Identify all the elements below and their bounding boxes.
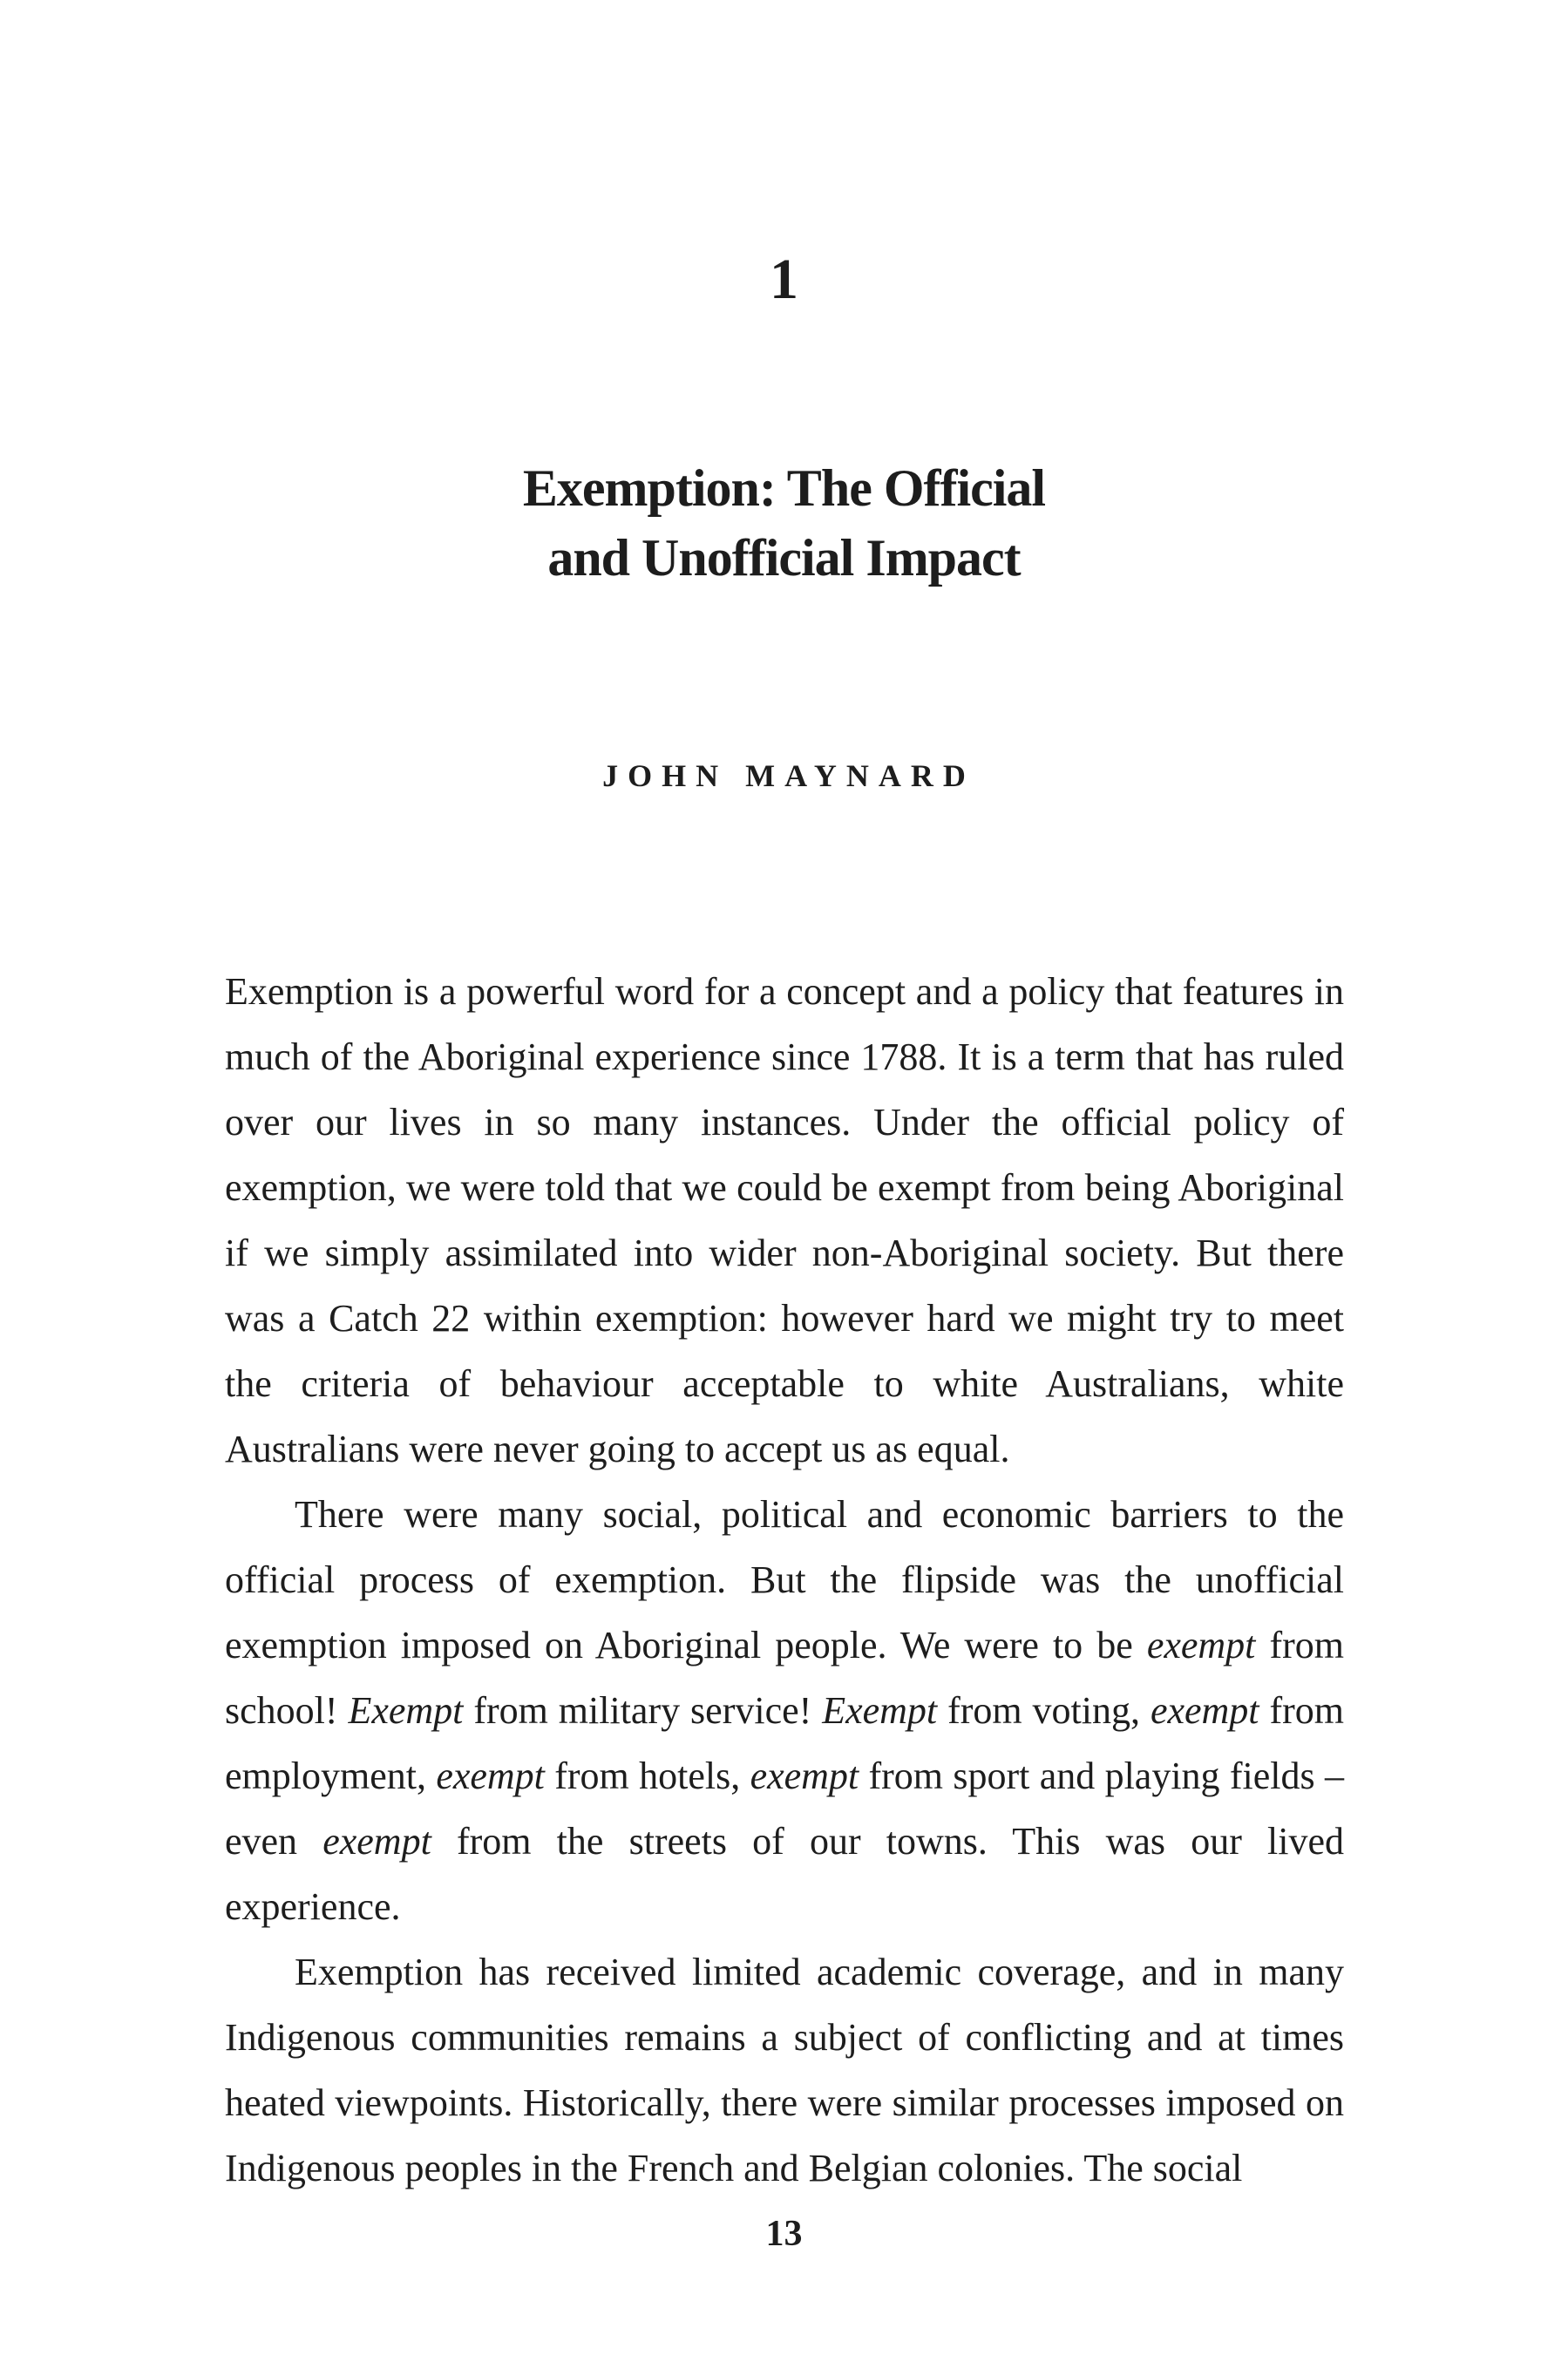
chapter-number: 1 [770,248,798,311]
text-run: from employment, [225,1689,1344,1797]
page-number-folio: 13 [765,2214,803,2254]
body-paragraph [225,959,1344,1482]
italic-text-run: exempt [322,1820,431,1863]
italic-text-run: Exempt [348,1689,464,1732]
chapter-title [0,453,1568,593]
text-run: from military service! [463,1689,823,1732]
text-run: from hotels, [544,1755,750,1797]
chapter-title-line2: and Unofficial Impact [547,529,1021,587]
italic-text-run: exempt [1146,1624,1256,1666]
body-text [225,959,1344,2201]
italic-text-run: Exempt [822,1689,938,1732]
body-paragraph [225,1482,1344,1939]
text-run: from school! [225,1624,1344,1732]
text-run: from voting, [937,1689,1151,1732]
text-run: Exemption is a powerful word for a concept and a policy that features in much of the Aboriginal experience since 1788. It is a term that has ruled over our lives in so many instances. Under the official policy of exemption, we were told that we could be exempt from being Aboriginal if we simply assimilated into wider non-Aboriginal society. But there was a Catch 22 within exemption: however hard we might try to meet the criteria of behaviour acceptable to white Australians, white Australians were never going to accept us as equal. [225,970,1344,1470]
italic-text-run: exempt [436,1755,545,1797]
text-run: Exemption has received limited academic coverage, and in many Indigenous communities remains a subject of conflicting and at times heated viewpoints. Historically, there were similar processes imposed on Indigenous peoples in the French and Belgian colonies. The social [225,1951,1344,2189]
italic-text-run: exempt [1150,1689,1259,1732]
author-name: JOHN MAYNARD [602,758,975,793]
text-run: There were many social, political and economic barriers to the official process of exemption. But the flipside was the unofficial exemption imposed on Aboriginal people. We were to be [225,1493,1344,1666]
text-run: from the streets of our towns. This was our lived experience. [225,1820,1344,1928]
italic-text-run: exempt [750,1755,859,1797]
body-paragraph [225,1939,1344,2201]
chapter-title-line1: Exemption: The Official [522,459,1046,517]
text-run: from sport and playing fields – even [225,1755,1344,1863]
